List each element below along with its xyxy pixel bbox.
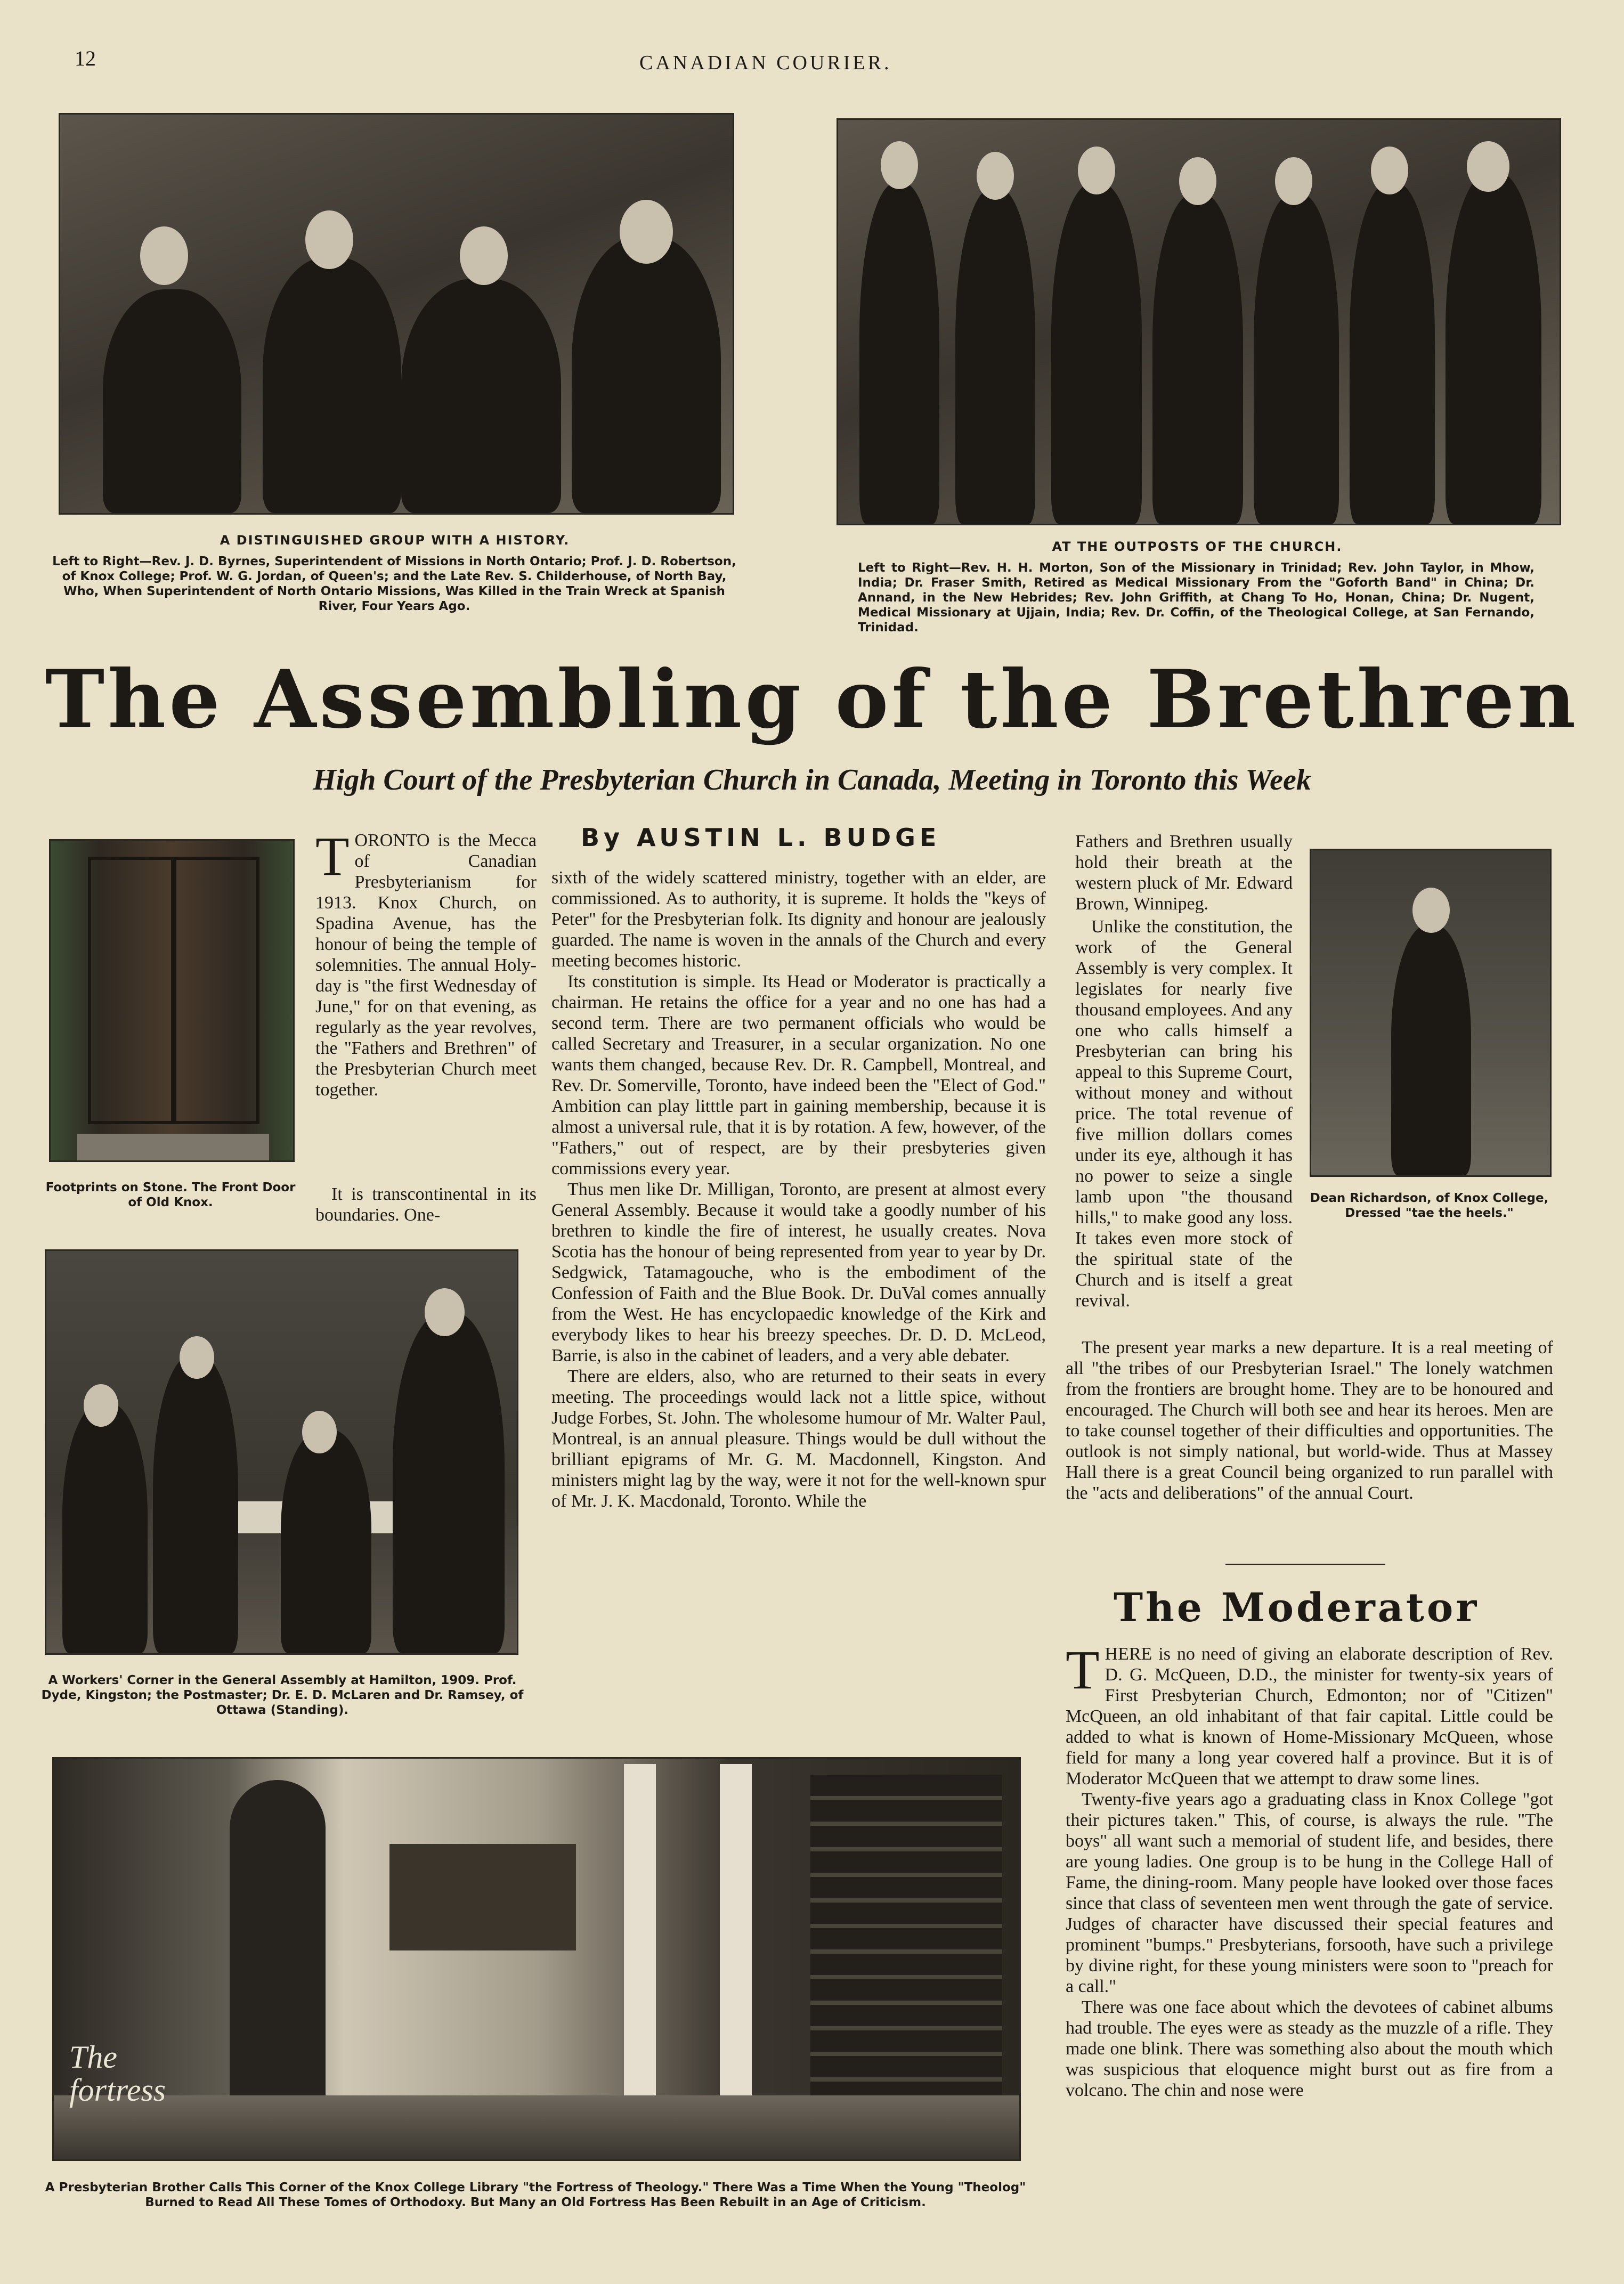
photo-workers-caption: A Workers' Corner in the General Assembly at Hamilton, 1909. Prof. Dyde, Kingston; the Postmaster; Dr. E. D. McLaren and Dr. Ramsey, of Ottawa (Standing). <box>41 1673 524 1717</box>
article-col3c: The present year marks a new departure. It is a real meeting of all "the tribes of our Presbyterian Israel." The lonely watchmen from the frontiers are brought home. They are to be honoured and encouraged. The Church will both see and hear its heroes. Men are to take counsel together of their difficulties and opportunities. The outlook is not simply national, but world-wide. Thus at Massey Hall there is a great Council being organized to run parallel with the "acts and deliberations" of the annual Court. <box>1066 1338 1553 1503</box>
article-col2-p2: Its constitution is simple. Its Head or Moderator is practically a chairman. He retains the office for a year and no one has had a second term. There are two permanent officials who would be called Secretary and Treasurer, in a secular organization. No one wants them changed, because Rev. Dr. R. Campbell, Montreal, and Rev. Dr. Somerville, Toronto, have indeed been the "Elect of God." Ambition can play litttle part in gaining membership, because it is almost a universal rule, that it is by rotation. A few, however, of the "Fathers," out of respect, are by their presbyteries given commissions every year. <box>551 972 1046 1178</box>
page-number: 12 <box>75 46 96 70</box>
moderator-p3: There was one face about which the devotees of cabinet albums had trouble. The eyes were as steady as the muzzle of a rifle. They made one blink. There was something also about the mouth which was suspicious that eloquence might burst out as fire from a volcano. The chin and nose were <box>1066 1997 1553 2100</box>
moderator-p1 <box>1066 1639 1553 1789</box>
moderator-p1-text: HERE is no need of giving an elaborate description of Rev. D. G. McQueen, D.D., the minister for twenty-six years of First Presbyterian Church, Edmonton; nor of "Citizen" McQueen, an old inhabitant of that fair capital. Little could be added to what is known of Home-Missionary McQueen, whose field for many a long year covered half a province. But it is of Moderator McQueen that we attempt to draw some lines. <box>1066 1644 1553 1789</box>
article-col2-p1: sixth of the widely scattered ministry, together with an elder, are commissioned. As to authority, it is supreme. It holds the "keys of Peter" for the Presbyterian folk. Its dignity and honour are jealously guarded. The name is woven in the annals of the Church and every meeting becomes historic. <box>551 868 1046 971</box>
article-byline: By AUSTIN L. BUDGE <box>581 823 941 852</box>
photo-distinguished-group <box>59 113 734 515</box>
photo-outposts-caption: Left to Right—Rev. H. H. Morton, Son of the Missionary in Trinidad; Rev. John Taylor, in Mhow, India; Dr. Fraser Smith, Retired as Medical Missionary From the "Goforth Band" in China; Dr. Annand, in the New Hebrides; Rev. John Griffith, at Chang To Ho, Honan, China; Dr. Nugent, Medical Missionary at Ujjain, India; Rev. Dr. Coffin, of the Theological College, at San Fernando, Trinidad. <box>858 561 1534 635</box>
photo-dean-richardson <box>1310 849 1552 1177</box>
photo-front-door <box>49 839 295 1162</box>
moderator-body <box>1066 1639 1553 2101</box>
article-dropcap: T <box>315 826 350 887</box>
photo-group-title: A DISTINGUISHED GROUP WITH A HISTORY. <box>220 533 570 548</box>
photo-door-caption: Footprints on Stone. The Front Door of Old Knox. <box>45 1181 296 1209</box>
moderator-heading: The Moderator <box>1114 1585 1480 1631</box>
photo-richardson-caption: Dean Richardson, of Knox College, Dressed "tae the heels." <box>1310 1191 1549 1220</box>
library-handwriting: The fortress <box>69 2039 166 2108</box>
photo-group-caption: Left to Right—Rev. J. D. Byrnes, Superintendent of Missions in North Ontario; Prof. J. D. Robertson, of Knox College; Prof. W. G. Jordan, of Queen's; and the Late Rev. S. Childerhouse, of North Bay, Who, When Superintendent of North Ontario Missions, Was Killed in the Train Wreck at Spanish River, Four Years Ago. <box>52 555 736 613</box>
article-col3b: Unlike the constitution, the work of the General Assembly is very complex. It legislates for nearly five thousand employees. And any one who calls himself a Presbyterian can bring his appeal to this Supreme Court, without money and without price. The total revenue of five million dollars comes under its eye, although it has no power to seize a single lamb upon "the thousand hills," to make good any loss. It takes even more stock of the spiritual state of the Church and is itself a great revival. <box>1075 917 1293 1311</box>
article-col1 <box>315 826 537 1100</box>
photo-library-fortress <box>52 1757 1021 2161</box>
photo-library-caption: A Presbyterian Brother Calls This Corner of the Knox College Library "the Fortress of Theology." There Was a Time When the Young "Theolog" Burned to Read All These Tomes of Orthodoxy. But Many an Old Fortress Has Been Rebuilt in an Age of Criticism. <box>45 2181 1026 2209</box>
article-col1b: It is transcontinental in its boundaries. One- <box>315 1184 537 1225</box>
article-headline: The Assembling of the Brethren <box>45 653 1579 746</box>
article-col2-p4: There are elders, also, who are returned to their seats in every meeting. The proceedings would lack not a little spice, without Judge Forbes, St. John. The wholesome humour of Mr. Walter Paul, Montreal, is an annual pleasure. Things would be dull without the brilliant epigrams of Mr. G. M. Macdonnell, Kingston. And ministers might lag by the way, were it not for the well-known spur of Mr. J. K. Macdonald, Toronto. While the <box>551 1367 1046 1511</box>
article-col1-text: ORONTO is the Mecca of Canadian Presbyterianism for 1913. Knox Church, on Spadina Avenue, has the honour of being the temple of solemnities. The annual Holy-day is "the first Wednesday of June," for on that evening, as regularly as the year revolves, the "Fathers and Brethren" of the Presbyterian Church meet together. <box>315 831 537 1100</box>
article-subheadline: High Court of the Presbyterian Church in Canada, Meeting in Toronto this Week <box>313 763 1311 796</box>
photo-outposts <box>837 118 1561 525</box>
photo-outposts-title: AT THE OUTPOSTS OF THE CHURCH. <box>1052 539 1343 554</box>
article-col2 <box>551 867 1046 1511</box>
article-col2-p3: Thus men like Dr. Milligan, Toronto, are present at almost every General Assembly. Because it would take a goodly number of his brethren to kindle the fire of interest, he usually creates. Nova Scotia has the honour of being represented from year to year by Dr. Sedgwick, Tatamagouche, who is the embodiment of the Confession of Faith and the Blue Book. Dr. DuVal comes annually from the West. He has encyclopaedic knowledge of the Kirk and everybody likes to hear his breezy speeches. Dr. D. D. McLeod, Barrie, is also in the cabinet of leaders, and a very able debater. <box>551 1180 1046 1365</box>
article-col3a: Fathers and Brethren usually hold their breath at the western pluck of Mr. Edward Brown, Winnipeg. <box>1075 832 1293 914</box>
section-divider <box>1225 1564 1385 1565</box>
running-head: CANADIAN COURIER. <box>639 52 892 74</box>
moderator-dropcap: T <box>1066 1639 1100 1701</box>
photo-workers-corner <box>45 1249 518 1655</box>
moderator-p2: Twenty-five years ago a graduating class in Knox College "got their pictures taken." This, of course, is always the rule. "The boys" all want such a memorial of student life, and besides, there are young ladies. One group is to be hung in the College Hall of Fame, the dining-room. Many people have looked over those faces since that class of seventeen men went through the gate of service. Judges of character have discussed their special features and prominent "bumps." Presbyterians, forsooth, have such a privilege by divine right, for these young ministers were soon to "preach for a call." <box>1066 1790 1553 1996</box>
